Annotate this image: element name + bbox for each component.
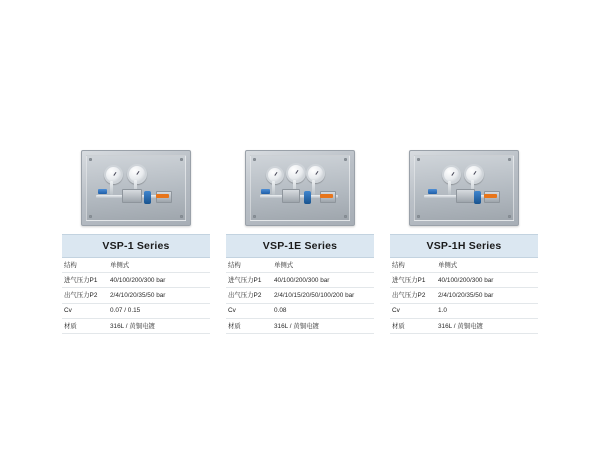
pipe-segment [448, 181, 451, 195]
table-row [390, 258, 538, 273]
table-row [226, 288, 374, 303]
pressure-gauge-icon [464, 164, 484, 184]
spec-value: 316L / 黄铜电镀 [274, 322, 319, 330]
spec-key: 结构 [392, 261, 405, 269]
spec-value: 单侧式 [274, 261, 294, 269]
spec-key: Cv [392, 307, 400, 315]
pressure-gauge-icon [442, 165, 461, 184]
table-row [226, 258, 374, 273]
spec-key: 出气压力P2 [228, 292, 262, 300]
valve-handle-icon [261, 189, 270, 194]
spec-key: 出气压力P2 [392, 292, 426, 300]
mount-hole-icon [180, 158, 183, 161]
regulator-body [282, 189, 300, 203]
table-row [390, 273, 538, 288]
mount-hole-icon [344, 158, 347, 161]
spec-value: 单侧式 [438, 261, 458, 269]
table-row [62, 303, 210, 318]
spec-key: 进气压力P1 [64, 276, 98, 284]
pressure-gauge-icon [266, 166, 284, 184]
pipe-segment [312, 180, 315, 195]
product-title: VSP-1 Series [62, 234, 210, 258]
spec-value: 2/4/10/15/20/50/100/200 bar [274, 292, 355, 300]
mount-hole-icon [89, 158, 92, 161]
spec-value: 40/100/200/300 bar [438, 276, 494, 284]
table-row [226, 273, 374, 288]
spec-table [62, 258, 210, 334]
mount-hole-icon [508, 215, 511, 218]
mount-hole-icon [180, 215, 183, 218]
spec-key: 出气压力P2 [64, 292, 98, 300]
spec-table [226, 258, 374, 334]
vsp-1e-panel-photo [245, 150, 355, 226]
valve-handle-icon [428, 189, 437, 194]
table-row [62, 318, 210, 333]
spec-key: 进气压力P1 [228, 276, 262, 284]
pipe-segment [272, 181, 275, 195]
regulator-body [122, 189, 142, 203]
product-card-vsp-1e [226, 150, 374, 334]
vsp-1-panel-photo [81, 150, 191, 226]
mount-hole-icon [417, 158, 420, 161]
spec-value: 0.07 / 0.15 [110, 307, 141, 315]
table-row [226, 303, 374, 318]
brand-label [156, 194, 169, 198]
mount-hole-icon [253, 158, 256, 161]
table-row [390, 318, 538, 333]
mount-hole-icon [344, 215, 347, 218]
spec-value: 316L / 黄铜电镀 [110, 322, 155, 330]
table-row [62, 258, 210, 273]
pressure-gauge-icon [104, 165, 123, 184]
table-row [390, 303, 538, 318]
pipe-segment [110, 181, 113, 195]
spec-key: Cv [228, 307, 236, 315]
table-row [62, 273, 210, 288]
adjust-knob-icon [474, 191, 481, 204]
table-row [226, 318, 374, 333]
vsp-1h-panel-photo [409, 150, 519, 226]
pressure-gauge-icon [286, 163, 306, 183]
brand-label [484, 194, 497, 198]
spec-value: 40/100/200/300 bar [110, 276, 166, 284]
pressure-gauge-icon [306, 164, 325, 183]
product-title: VSP-1E Series [226, 234, 374, 258]
mount-hole-icon [89, 215, 92, 218]
spec-table [390, 258, 538, 334]
product-card-vsp-1 [62, 150, 210, 334]
spec-value: 2/4/10/20/35/50 bar [438, 292, 494, 300]
valve-handle-icon [98, 189, 107, 194]
spec-key: 进气压力P1 [392, 276, 426, 284]
product-title: VSP-1H Series [390, 234, 538, 258]
spec-value: 1.0 [438, 307, 447, 315]
adjust-knob-icon [144, 191, 151, 204]
spec-key: 结构 [64, 261, 77, 269]
spec-key: Cv [64, 307, 72, 315]
spec-key: 材质 [392, 322, 405, 330]
adjust-knob-icon [304, 191, 311, 204]
spec-value: 单侧式 [110, 261, 130, 269]
spec-value: 40/100/200/300 bar [274, 276, 330, 284]
regulator-body [456, 189, 475, 203]
mount-hole-icon [417, 215, 420, 218]
brand-label [320, 194, 333, 198]
pressure-gauge-icon [127, 164, 147, 184]
table-row [62, 288, 210, 303]
product-list [62, 150, 538, 334]
spec-value: 0.08 [274, 307, 287, 315]
spec-key: 材质 [64, 322, 77, 330]
table-row [390, 288, 538, 303]
spec-value: 316L / 黄铜电镀 [438, 322, 483, 330]
mount-hole-icon [253, 215, 256, 218]
product-card-vsp-1h [390, 150, 538, 334]
spec-value: 2/4/10/20/35/50 bar [110, 292, 166, 300]
mount-hole-icon [508, 158, 511, 161]
spec-key: 结构 [228, 261, 241, 269]
spec-key: 材质 [228, 322, 241, 330]
